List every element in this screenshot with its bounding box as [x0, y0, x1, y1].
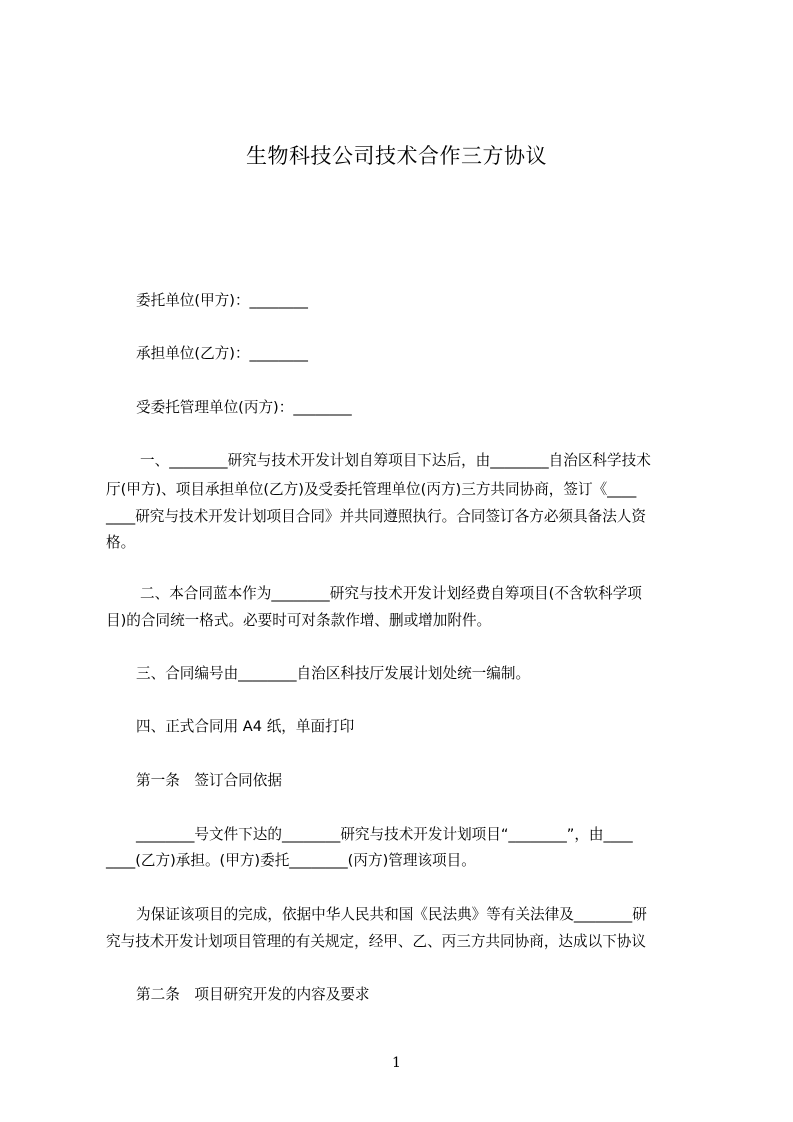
clause2-line-1: 二、本合同蓝本作为________研究与技术开发计划经费自筹项目(不含软科学项 — [140, 585, 642, 602]
article1-para1-line-2: ____(乙方)承担。(甲方)委托________(丙方)管理该项目。 — [106, 852, 476, 869]
article2-heading: 第二条 项目研究开发的内容及要求 — [136, 986, 370, 1003]
article1-heading: 第一条 签订合同依据 — [136, 772, 282, 789]
clause1-line-3: ____研究与技术开发计划项目合同》并共同遵照执行。合同签订各方必须具备法人资 — [106, 508, 646, 525]
clause2-line-2: 目)的合同统一格式。必要时可对条款作增、删或增加附件。 — [106, 612, 492, 629]
party-c-line: 受委托管理单位(丙方)：________ — [136, 399, 352, 416]
article1-para2-line-2: 究与技术开发计划项目管理的有关规定，经甲、乙、丙三方共同协商，达成以下协议 — [106, 933, 646, 950]
article1-para2-line-1: 为保证该项目的完成，依据中华人民共和国《民法典》等有关法律及________研 — [136, 906, 647, 923]
clause1-line-4: 格。 — [106, 534, 136, 551]
clause1-line-2: 厅(甲方)、项目承担单位(乙方)及受委托管理单位(丙方)三方共同协商，签订《____ — [106, 481, 637, 498]
clause1-line-1: 一、________研究与技术开发计划自筹项目下达后，由________自治区科学技术 — [140, 452, 651, 469]
article1-para1-line-1: ________号文件下达的________研究与技术开发计划项目“________”，由____ — [136, 826, 633, 843]
party-a-line: 委托单位(甲方)：________ — [136, 292, 308, 309]
page-number: 1 — [392, 1055, 401, 1071]
clause4-line: 四、正式合同用 A4 纸，单面打印 — [136, 718, 355, 735]
document-title: 生物科技公司技术合作三方协议 — [246, 144, 547, 168]
clause3-line: 三、合同编号由________自治区科技厅发展计划处统一编制。 — [136, 665, 531, 682]
party-b-line: 承担单位(乙方)：________ — [136, 345, 308, 362]
